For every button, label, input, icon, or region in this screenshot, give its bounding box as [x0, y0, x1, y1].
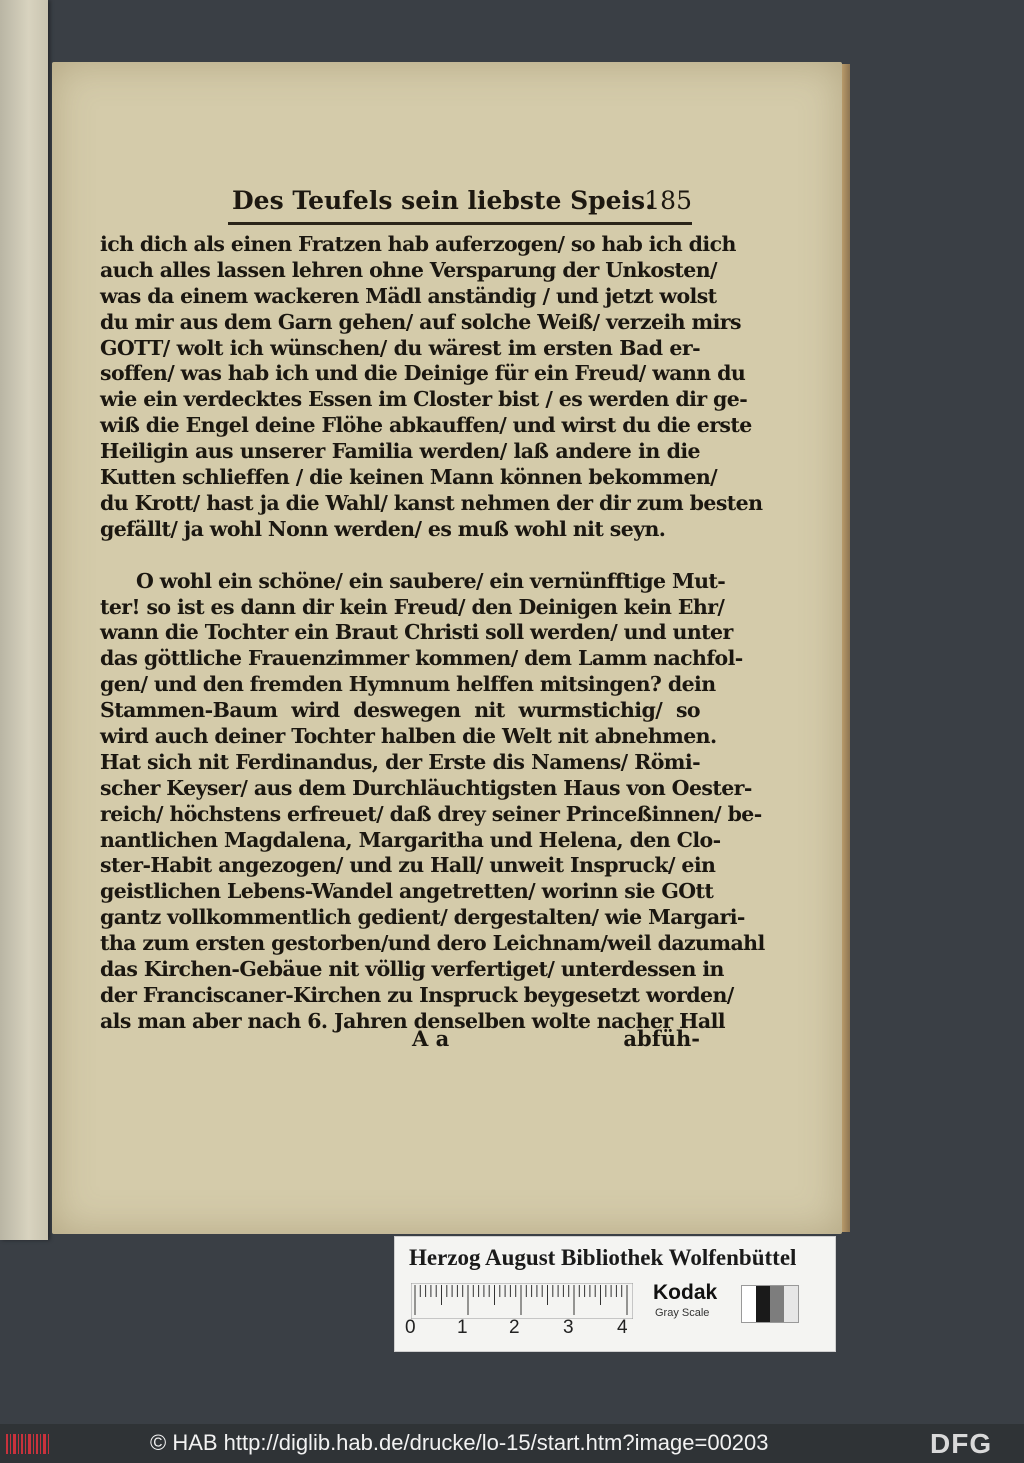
text-line: wird auch deiner Tochter halben die Welt nit abnehmen.	[100, 724, 717, 749]
text-line: GOTT/ wolt ich wünschen/ du wärest im ersten Bad er-	[100, 335, 700, 360]
gray-patch	[784, 1286, 798, 1322]
text-line: gantz vollkommentlich gedient/ dergestalten/ wie Margari-	[100, 905, 745, 930]
library-label	[394, 1236, 836, 1352]
ruler-numbers	[405, 1317, 645, 1339]
gray-scale-patches	[741, 1285, 799, 1323]
gray-scale-caption: Gray Scale	[655, 1307, 710, 1319]
ruler-number: 4	[617, 1317, 628, 1338]
barcode-icon	[6, 1432, 50, 1456]
paragraph-gap	[100, 543, 700, 569]
footer-bar	[0, 1424, 1024, 1463]
text-line: Stammen-Baum wird deswegen nit wurmstichig/ so	[100, 698, 700, 723]
text-line: Hat sich nit Ferdinandus, der Erste dis Namens/ Römi-	[100, 749, 700, 774]
previous-page-edge	[0, 0, 48, 1240]
text-line: reich/ höchstens erfreuet/ daß drey seiner Princeßinnen/ be-	[100, 801, 762, 826]
text-line: gefällt/ ja wohl Nonn werden/ es muß wohl nit seyn.	[100, 516, 666, 541]
text-line: scher Keyser/ aus dem Durchläuchtigsten Haus von Oester-	[100, 775, 752, 800]
dfg-logo: DFG	[930, 1428, 993, 1459]
text-line: nantlichen Magdalena, Margaritha und Helena, den Clo-	[100, 827, 721, 852]
ruler-number: 3	[563, 1317, 574, 1338]
text-line: was da einem wackeren Mädl anständig / und jetzt wolst	[100, 283, 717, 308]
copyright-link[interactable]: © HAB http://diglib.hab.de/drucke/lo-15/start.htm?image=00203	[150, 1430, 769, 1455]
running-head	[232, 182, 692, 218]
text-line: ter! so ist es dann dir kein Freud/ den Deinigen kein Ehr/	[100, 594, 725, 619]
head-rule	[228, 222, 692, 225]
signature-mark: A a	[412, 1026, 450, 1051]
page-footer	[100, 1026, 700, 1056]
text-line: das göttliche Frauenzimmer kommen/ dem Lamm nachfol-	[100, 646, 743, 671]
library-name: Herzog August Bibliothek Wolfenbüttel	[409, 1245, 797, 1270]
page-number: 185	[644, 186, 692, 215]
text-line: ster-Habit angezogen/ und zu Hall/ unweit Inspruck/ ein	[100, 853, 716, 878]
ruler-scale	[411, 1283, 633, 1319]
text-line: wann die Tochter ein Braut Christi soll werden/ und unter	[100, 620, 733, 645]
gray-patch	[742, 1286, 756, 1322]
text-line: wie ein verdecktes Essen im Closter bist / es werden dir ge-	[100, 387, 748, 412]
text-line: ich dich als einen Fratzen hab auferzogen/ so hab ich dich	[100, 232, 736, 256]
running-title: Des Teufels sein liebste Speis.	[232, 186, 654, 215]
text-block	[100, 232, 765, 1035]
gray-patch	[756, 1286, 770, 1322]
text-line: wiß die Engel deine Flöhe abkauffen/ und wirst du die erste	[100, 413, 752, 438]
ruler-number: 1	[457, 1317, 468, 1338]
text-line: gen/ und den fremden Hymnum helffen mitsingen? dein	[100, 672, 716, 697]
text-line: du mir aus dem Garn gehen/ auf solche Weiß/ verzeih mirs	[100, 309, 741, 334]
text-line: du Krott/ hast ja die Wahl/ kanst nehmen der dir zum besten	[100, 490, 763, 515]
text-line: der Franciscaner-Kirchen zu Inspruck beygesetzt worden/	[100, 982, 734, 1007]
text-line: Kutten schlieffen / die keinen Mann können bekommen/	[100, 465, 718, 490]
text-line: als man aber nach 6. Jahren denselben wolte nacher Hall	[100, 1008, 725, 1033]
gray-patch	[770, 1286, 784, 1322]
page-edge	[842, 64, 850, 1232]
ruler-number: 0	[405, 1317, 416, 1338]
text-line: geistlichen Lebens-Wandel angetretten/ worinn sie GOtt	[100, 879, 714, 904]
text-line: tha zum ersten gestorben/und dero Leichnam/weil dazumahl	[100, 931, 765, 956]
text-line: O wohl ein schöne/ ein saubere/ ein vernünfftige Mut-	[136, 568, 726, 593]
text-line: Heiligin aus unserer Familia werden/ laß andere in die	[100, 439, 700, 464]
ruler-number: 2	[509, 1317, 520, 1338]
text-line: soffen/ was hab ich und die Deinige für ein Freud/ wann du	[100, 361, 746, 386]
catchword: abfüh-	[623, 1026, 700, 1051]
text-line: das Kirchen-Gebäue nit völlig verfertiget/ unterdessen in	[100, 957, 724, 982]
text-line: auch alles lassen lehren ohne Versparung der Unkosten/	[100, 257, 717, 282]
kodak-brand: Kodak	[653, 1281, 718, 1304]
